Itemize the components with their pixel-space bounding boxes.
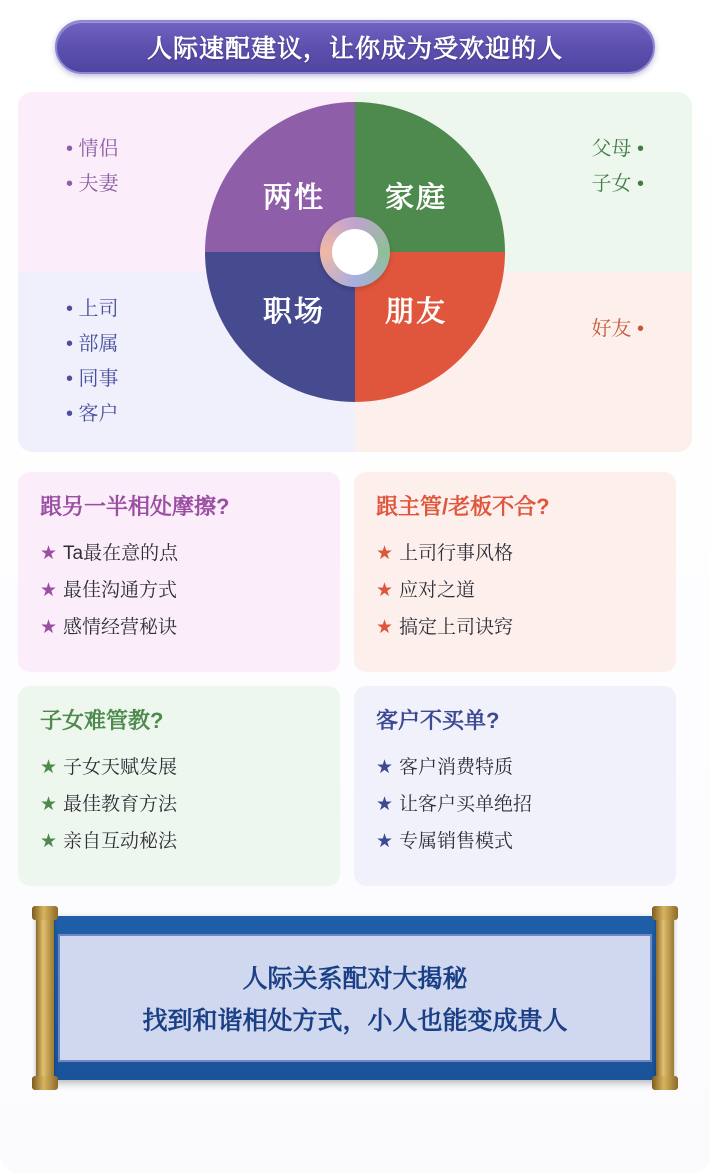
donut-hub — [320, 217, 390, 287]
header-banner — [55, 20, 655, 74]
list-item — [376, 823, 656, 860]
quadrant-label: 朋友 — [384, 295, 447, 328]
card-title: 跟主管/老板不合? — [376, 494, 550, 519]
footer-line-2: 找到和谐相处方式，小人也能变成贵人 — [142, 1007, 568, 1035]
rod-cap-icon — [32, 906, 58, 920]
list-item-label: Ta最在意的点 — [63, 543, 179, 564]
list-item — [40, 823, 320, 860]
card-list — [40, 749, 320, 860]
rod-cap-icon — [652, 1076, 678, 1090]
list-item-label: 子女天赋发展 — [63, 757, 178, 778]
card-title: 客户不买单? — [376, 708, 500, 733]
list-item: 好友 • — [591, 318, 644, 340]
header-banner-wrap — [18, 20, 692, 74]
rod-cap-icon — [652, 906, 678, 920]
star-icon: ★ — [376, 831, 394, 853]
list-item-label: 亲自互动秘法 — [63, 831, 178, 853]
star-icon: ★ — [376, 543, 394, 564]
scroll-rod-right — [656, 912, 674, 1084]
list-item: • 客户 — [66, 403, 119, 425]
rod-cap-icon — [32, 1076, 58, 1090]
card-list — [376, 535, 656, 646]
list-item-label: 专属销售模式 — [399, 831, 514, 853]
star-icon: ★ — [40, 580, 58, 602]
topic-cards-grid — [18, 472, 692, 886]
quadrant-label: 两性 — [262, 181, 325, 214]
scroll-inner-panel — [58, 934, 652, 1062]
list-item — [376, 609, 656, 646]
scroll-body — [44, 916, 666, 1080]
list-family — [591, 132, 644, 202]
list-item: • 同事 — [66, 368, 119, 390]
list-item-label: 客户消费特质 — [399, 757, 514, 778]
list-item: • 部属 — [66, 333, 119, 355]
star-icon: ★ — [376, 617, 394, 639]
list-item-label: 搞定上司诀窍 — [399, 617, 514, 639]
relationship-wheel-section — [18, 92, 692, 452]
list-item — [376, 786, 656, 823]
quadrant-label: 家庭 — [384, 181, 447, 214]
list-friends — [591, 312, 644, 347]
list-item: • 情侣 — [66, 138, 119, 160]
list-item — [40, 535, 320, 572]
page-title: 人际速配建议，让你成为受欢迎的人 — [146, 35, 563, 63]
card-list — [376, 749, 656, 860]
scroll-rod-left — [36, 912, 54, 1084]
list-item: 子女 • — [591, 173, 644, 195]
list-item — [376, 572, 656, 609]
star-icon: ★ — [40, 617, 58, 639]
list-item-label: 最佳教育方法 — [63, 794, 178, 816]
list-workplace — [66, 292, 119, 432]
list-item — [40, 572, 320, 609]
star-icon: ★ — [376, 794, 394, 816]
card-customer[interactable] — [354, 686, 676, 886]
footer-scroll — [18, 908, 692, 1088]
footer-line-1: 人际关系配对大揭秘 — [242, 965, 468, 993]
star-icon: ★ — [40, 757, 58, 778]
list-item — [40, 786, 320, 823]
list-item: • 上司 — [66, 298, 119, 320]
donut-chart — [205, 102, 505, 402]
star-icon: ★ — [40, 543, 58, 564]
star-icon: ★ — [40, 831, 58, 853]
list-item-label: 最佳沟通方式 — [63, 580, 178, 602]
list-item — [376, 749, 656, 786]
card-partner[interactable] — [18, 472, 340, 672]
list-couple — [66, 132, 119, 202]
card-list — [40, 535, 320, 646]
list-item — [40, 609, 320, 646]
star-icon: ★ — [40, 794, 58, 816]
star-icon: ★ — [376, 757, 394, 778]
list-item: 父母 • — [591, 138, 644, 160]
card-boss[interactable] — [354, 472, 676, 672]
list-item — [40, 749, 320, 786]
list-item — [376, 535, 656, 572]
list-item-label: 上司行事风格 — [399, 543, 514, 564]
list-item-label: 让客户买单绝招 — [399, 794, 533, 816]
card-title: 子女难管教? — [40, 708, 164, 733]
list-item-label: 感情经营秘诀 — [63, 617, 178, 639]
donut-hub-inner — [332, 229, 378, 275]
quadrant-label: 职场 — [262, 295, 325, 328]
card-title: 跟另一半相处摩擦? — [40, 494, 230, 519]
list-item-label: 应对之道 — [399, 580, 476, 602]
list-item: • 夫妻 — [66, 173, 119, 195]
star-icon: ★ — [376, 580, 394, 602]
card-children[interactable] — [18, 686, 340, 886]
